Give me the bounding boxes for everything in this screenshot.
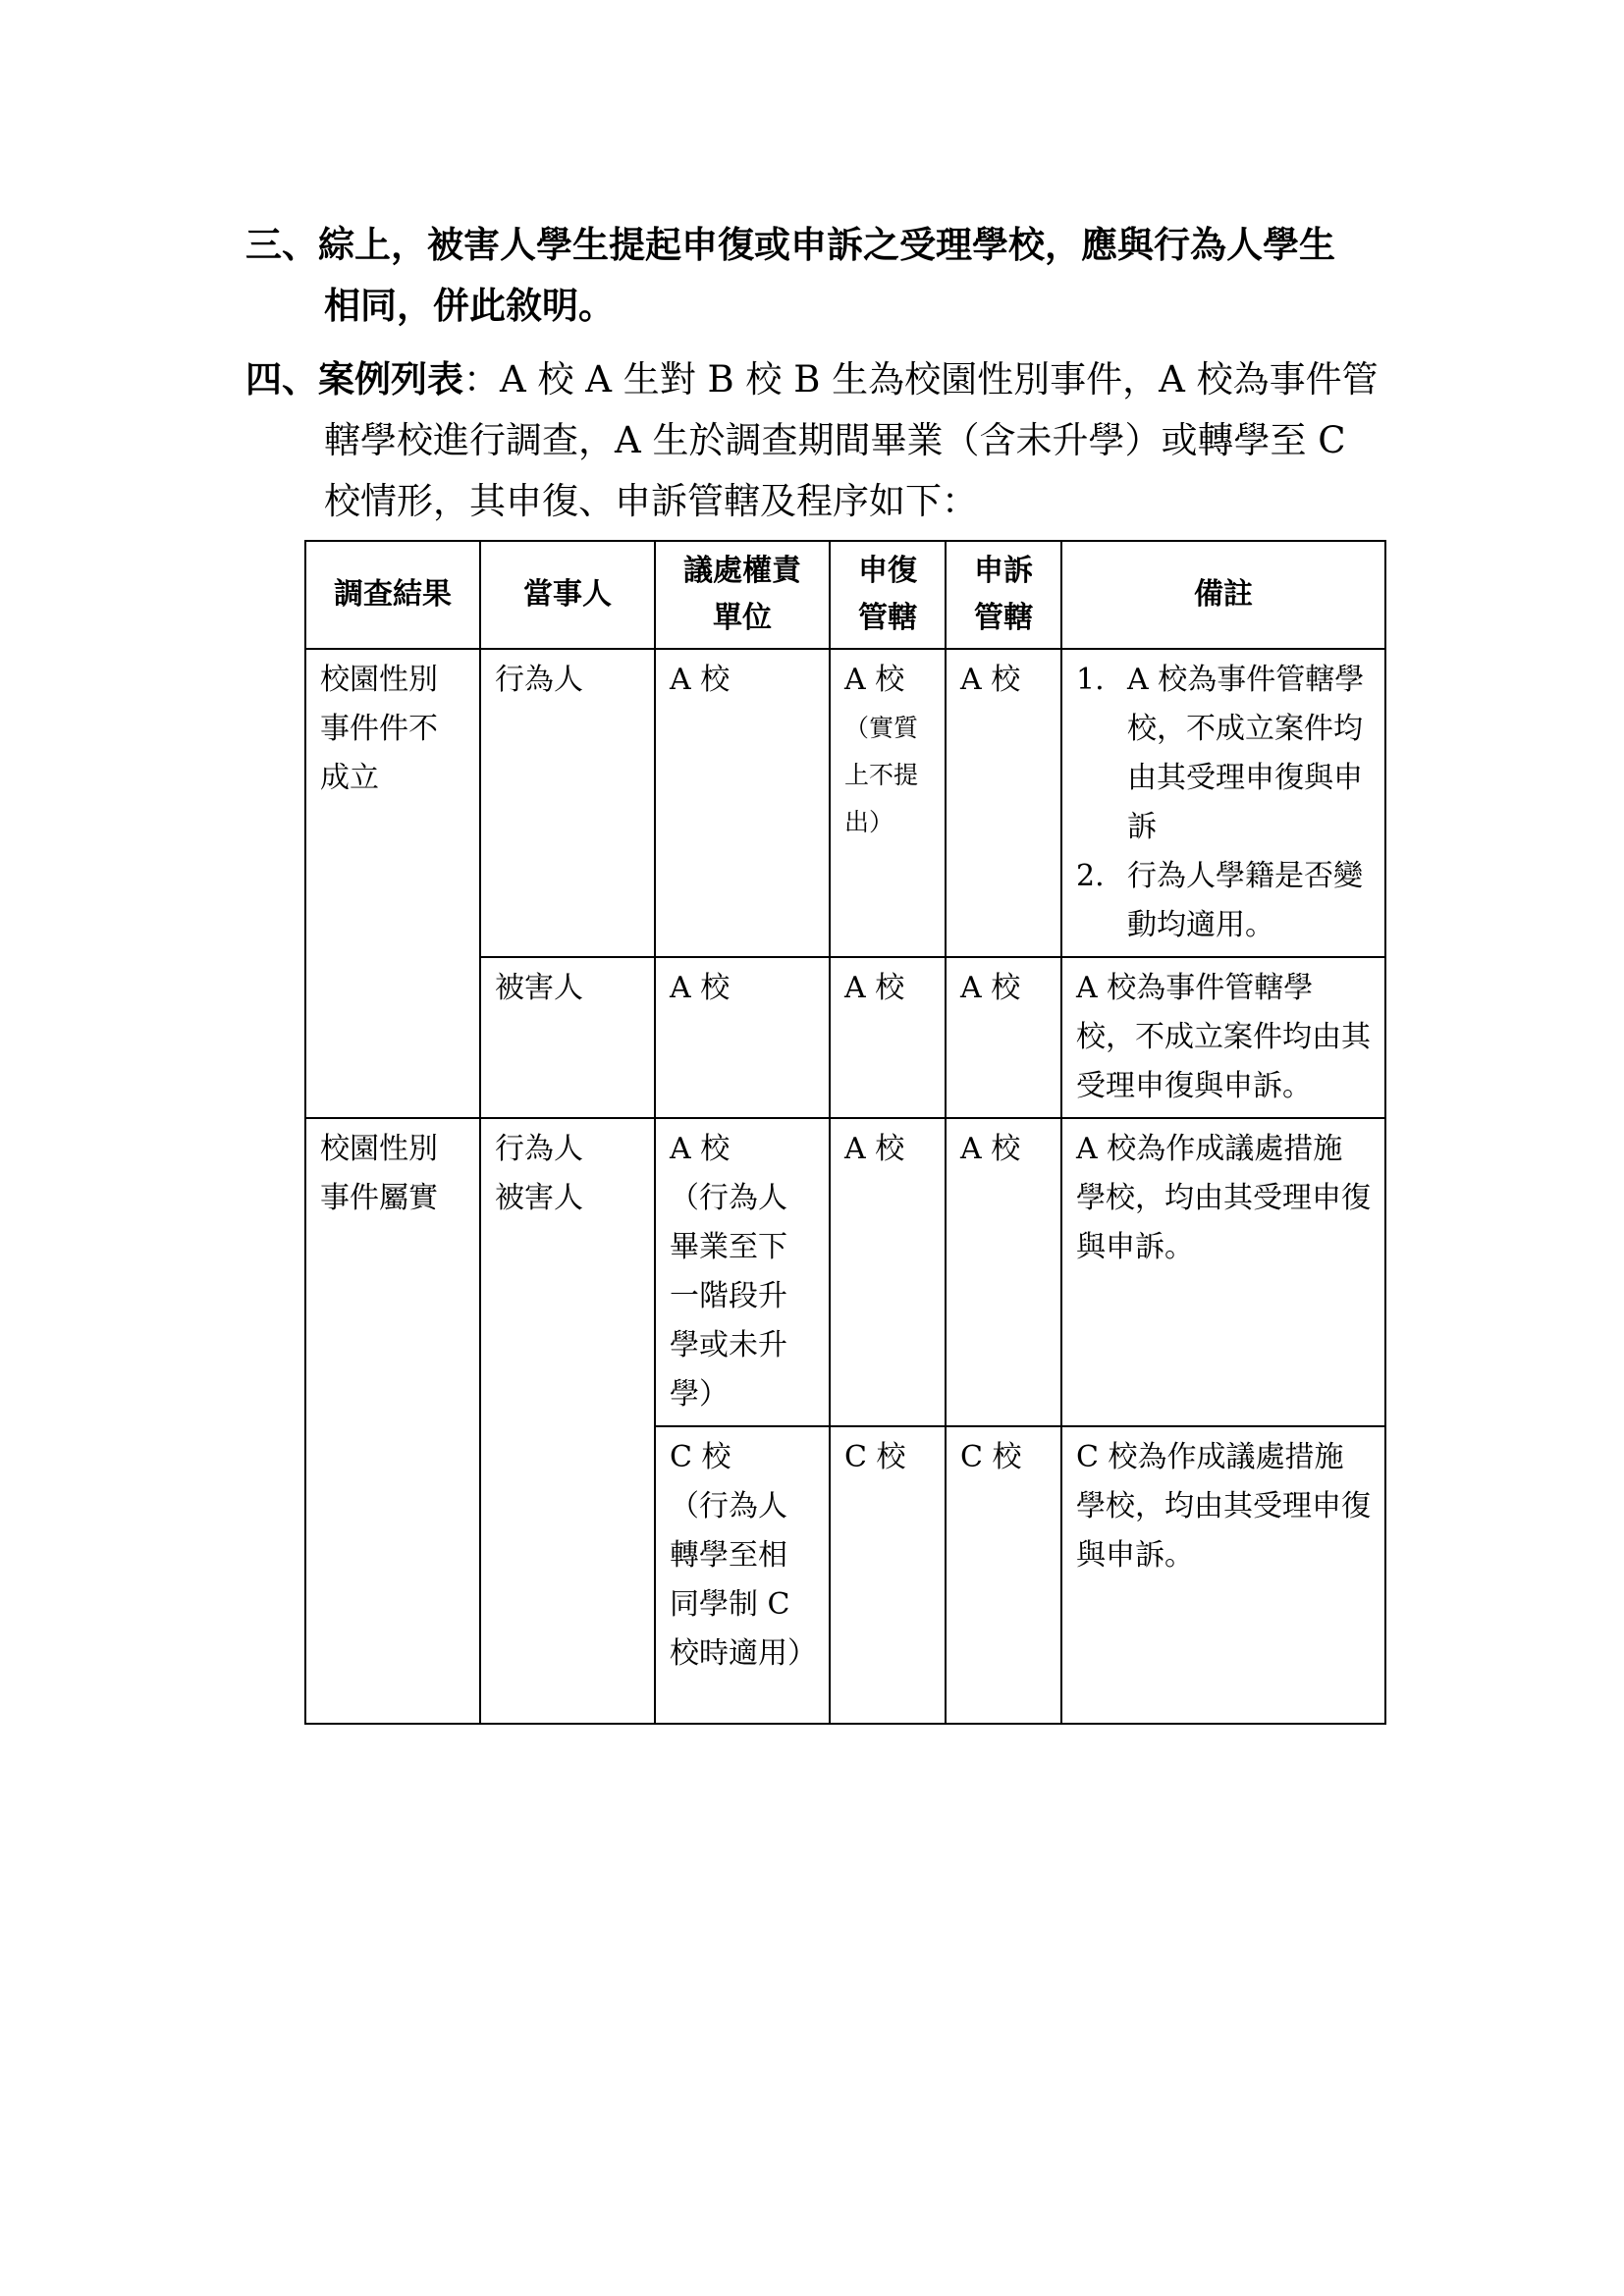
header-unit — [655, 541, 830, 649]
header-unit-line1: 議處權責 — [683, 554, 801, 588]
header-appeal-line1: 申復 — [858, 554, 917, 588]
group2-row1-unit-main: A 校 — [670, 1132, 731, 1166]
note-num-1: 1. — [1076, 663, 1105, 697]
note-text-1: A 校為事件管轄學校，不成立案件均由其受理申復與申訴 — [1127, 663, 1365, 844]
note-item-1 — [1076, 656, 1371, 852]
section-four — [245, 348, 1384, 532]
header-note: 備註 — [1061, 541, 1385, 649]
group1-row1-note — [1061, 649, 1385, 957]
section-three-text1: 綜上，被害人學生提起申復或申訴之受理學校，應與行為人學生 — [318, 223, 1335, 266]
group2-row1-note: A 校為作成議處措施學校，均由其受理申復與申訴。 — [1061, 1118, 1385, 1426]
header-unit-line2: 單位 — [713, 601, 772, 635]
section-three — [245, 214, 1384, 336]
group2-row2-unit-main: C 校 — [670, 1440, 731, 1474]
section-three-line1 — [245, 214, 1384, 275]
table-row — [305, 649, 1385, 957]
group2-party-line2: 被害人 — [495, 1181, 583, 1215]
group1-row2-appeal: A 校 — [830, 957, 946, 1118]
group2-party — [480, 1118, 655, 1724]
section-four-label: 四、 — [245, 357, 318, 400]
group2-row2-unit-sub: （行為人轉學至相同學制 C 校時適用） — [670, 1489, 817, 1671]
section-three-label: 三、 — [245, 223, 318, 266]
group1-row1-appeal-sub: （實質上不提出） — [844, 714, 919, 836]
group2-row2-appeal: C 校 — [830, 1426, 946, 1724]
group1-row2-note: A 校為事件管轄學校，不成立案件均由其受理申復與申訴。 — [1061, 957, 1385, 1118]
header-appeal-line2: 管轄 — [858, 601, 917, 635]
group2-row1-appeal: A 校 — [830, 1118, 946, 1426]
group2-party-line1: 行為人 — [495, 1132, 583, 1166]
section-four-line1 — [245, 348, 1384, 410]
header-complaint-line1: 申訴 — [974, 554, 1033, 588]
group1-row1-complaint: A 校 — [946, 649, 1061, 957]
table-row — [305, 1118, 1385, 1426]
group1-row2-unit: A 校 — [655, 957, 830, 1118]
case-table — [304, 540, 1386, 1725]
group1-row2-party: 被害人 — [480, 957, 655, 1118]
group1-result: 校園性別事件件不成立 — [305, 649, 480, 1118]
table-header-row — [305, 541, 1385, 649]
group2-row1-unit — [655, 1118, 830, 1426]
group2-row1-complaint: A 校 — [946, 1118, 1061, 1426]
group1-row1-party: 行為人 — [480, 649, 655, 957]
group1-row1-appeal-main: A 校 — [844, 663, 905, 697]
note-num-2: 2. — [1076, 859, 1105, 893]
header-result: 調查結果 — [305, 541, 480, 649]
note-text-2: 行為人學籍是否變動均適用。 — [1127, 859, 1363, 942]
section-four-title: 案例列表 — [318, 357, 463, 400]
header-party: 當事人 — [480, 541, 655, 649]
header-complaint — [946, 541, 1061, 649]
header-complaint-line2: 管轄 — [974, 601, 1033, 635]
group2-row2-unit — [655, 1426, 830, 1724]
note-list — [1076, 656, 1371, 950]
group1-row2-complaint: A 校 — [946, 957, 1061, 1118]
group1-row1-unit: A 校 — [655, 649, 830, 957]
group2-row2-note: C 校為作成議處措施學校，均由其受理申復與申訴。 — [1061, 1426, 1385, 1724]
header-appeal — [830, 541, 946, 649]
section-four-line2: 轄學校進行調查，A 生於調查期間畢業（含未升學）或轉學至 C — [324, 419, 1346, 461]
group2-row1-unit-sub: （行為人畢業至下一階段升學或未升學） — [670, 1181, 787, 1412]
group2-row2-complaint: C 校 — [946, 1426, 1061, 1724]
group2-result: 校園性別事件屬實 — [305, 1118, 480, 1724]
section-three-line2: 相同，併此敘明。 — [324, 284, 615, 327]
section-four-text1: ：A 校 A 生對 B 校 B 生為校園性別事件，A 校為事件管 — [463, 358, 1379, 400]
section-four-line3: 校情形，其申復、申訴管轄及程序如下： — [324, 480, 978, 522]
note-item-2 — [1076, 852, 1371, 950]
group1-row1-appeal — [830, 649, 946, 957]
